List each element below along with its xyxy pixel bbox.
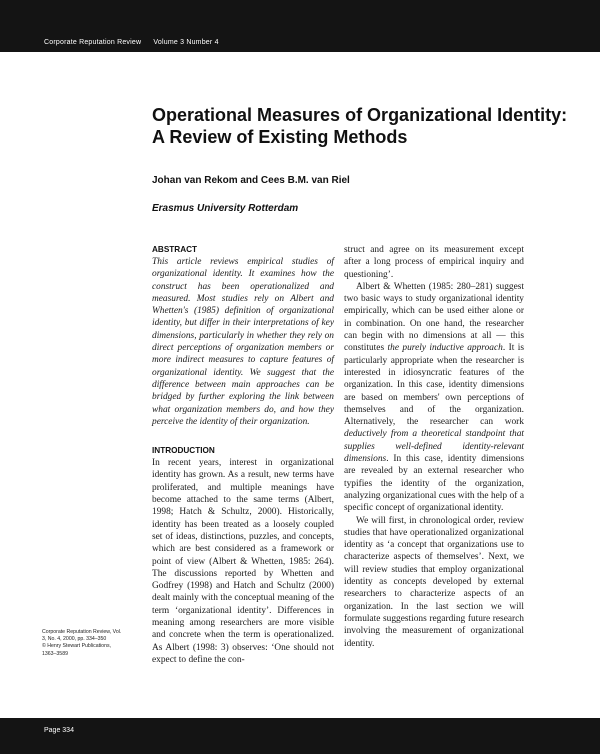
paragraph-approaches: Albert & Whetten (1985: 280–281) suggest two basic ways to study organizational identity empirically, which can be used either alone or in combination. On one hand, the researcher can begin with no dimensions at all — this constitutes the purely inductive approach. It is particularly appropriate when the researcher is interested in idiosyncratic features of the organization. In this case, identity dimensions are based on members' own perceptions of themselves and of the organization. Alternatively, the researcher can work deductively from a theoretical standpoint that supplies well-defined identity-relevant dimensions. In this case, identity dimensions are revealed by an external researcher who typifies the identity of the organization, analyzing organizational cues with the help of a specific concept of organizational identity. xyxy=(344,281,524,514)
emphasis-inductive: the purely inductive approach xyxy=(387,343,503,354)
citation-line: Corporate Reputation Review, Vol. xyxy=(42,629,122,635)
citation-line: 3, No. 4, 2000, pp. 334–350 xyxy=(42,636,107,643)
journal-header-bar xyxy=(0,0,600,52)
emphasis-deductive: deductively from a theoretical standpoint that supplies well-defined identity-relevant dimensions xyxy=(344,429,524,465)
paragraph-outline: We will first, in chronological order, review studies that have operationalized organizational identity as ‘a concept that organizations use to characterize aspects of themselves’. Next, we will review studies that employ organizational identity as concepts developed by external researchers to characterize aspects of an organization. In the last section we will formulate suggestions regarding future research involving the measurement of organizational identity. xyxy=(344,515,524,649)
left-column xyxy=(152,244,334,666)
publication-citation xyxy=(42,629,142,658)
paragraph-continuation: struct and agree on its measurement except after a long process of empirical inquiry and questioning’. xyxy=(344,245,524,280)
journal-name: Corporate Reputation Review xyxy=(44,39,142,46)
article-title: Operational Measures of Organizational Identity: A Review of Existing Methods xyxy=(152,105,568,147)
introduction-text: In recent years, interest in organizational identity has grown. As a result, new terms have proliferated, and multiple meanings have become attached to the same terms (Albert, 1998; Hatch & Schultz, 2000). Historically, identity has been treated as a loosely coupled set of ideas, distinctions, puzzles, and concepts, which are best considered as a framework or point of view (Albert & Whetten, 1985: 264). The discussions reported by Whetten and Godfrey (1998) and Hatch and Schultz (2000) dealt mainly with the conceptual meaning of the term ‘organizational identity’. Differences in meaning among researchers are more visible and concrete when the term is operationalized. As Albert (1998: 3) observes: ‘One should not expect to define the con- xyxy=(152,458,334,665)
abstract-heading: ABSTRACT xyxy=(152,245,198,254)
article-affiliation: Erasmus University Rotterdam xyxy=(152,203,299,214)
introduction-heading: INTRODUCTION xyxy=(152,446,215,456)
citation-line: © Henry Stewart Publications, xyxy=(42,643,111,650)
right-column xyxy=(344,244,524,650)
abstract-text: This article reviews empirical studies of organizational identity. It examines how the construct has been operationalized and measured. Most studies rely on Albert and Whetten's (1985) definition of organizational identity, but differ in their interpretations of key dimensions, particularly in whether they rely on direct perceptions of organization members or more indirect measures to capture features of organizational identity. We suggest that the difference between main approaches can be bridged by further exploring the link between what organization members do, and how they perceive the identity of their organization. xyxy=(152,257,334,427)
article-authors: Johan van Rekom and Cees B.M. van Riel xyxy=(152,175,350,186)
page-number: Page 334 xyxy=(44,727,74,734)
page-footer-bar xyxy=(0,718,600,754)
citation-line: 1363–3589 xyxy=(42,650,68,657)
journal-volume: Volume 3 Number 4 xyxy=(153,39,219,46)
running-header xyxy=(44,39,219,46)
